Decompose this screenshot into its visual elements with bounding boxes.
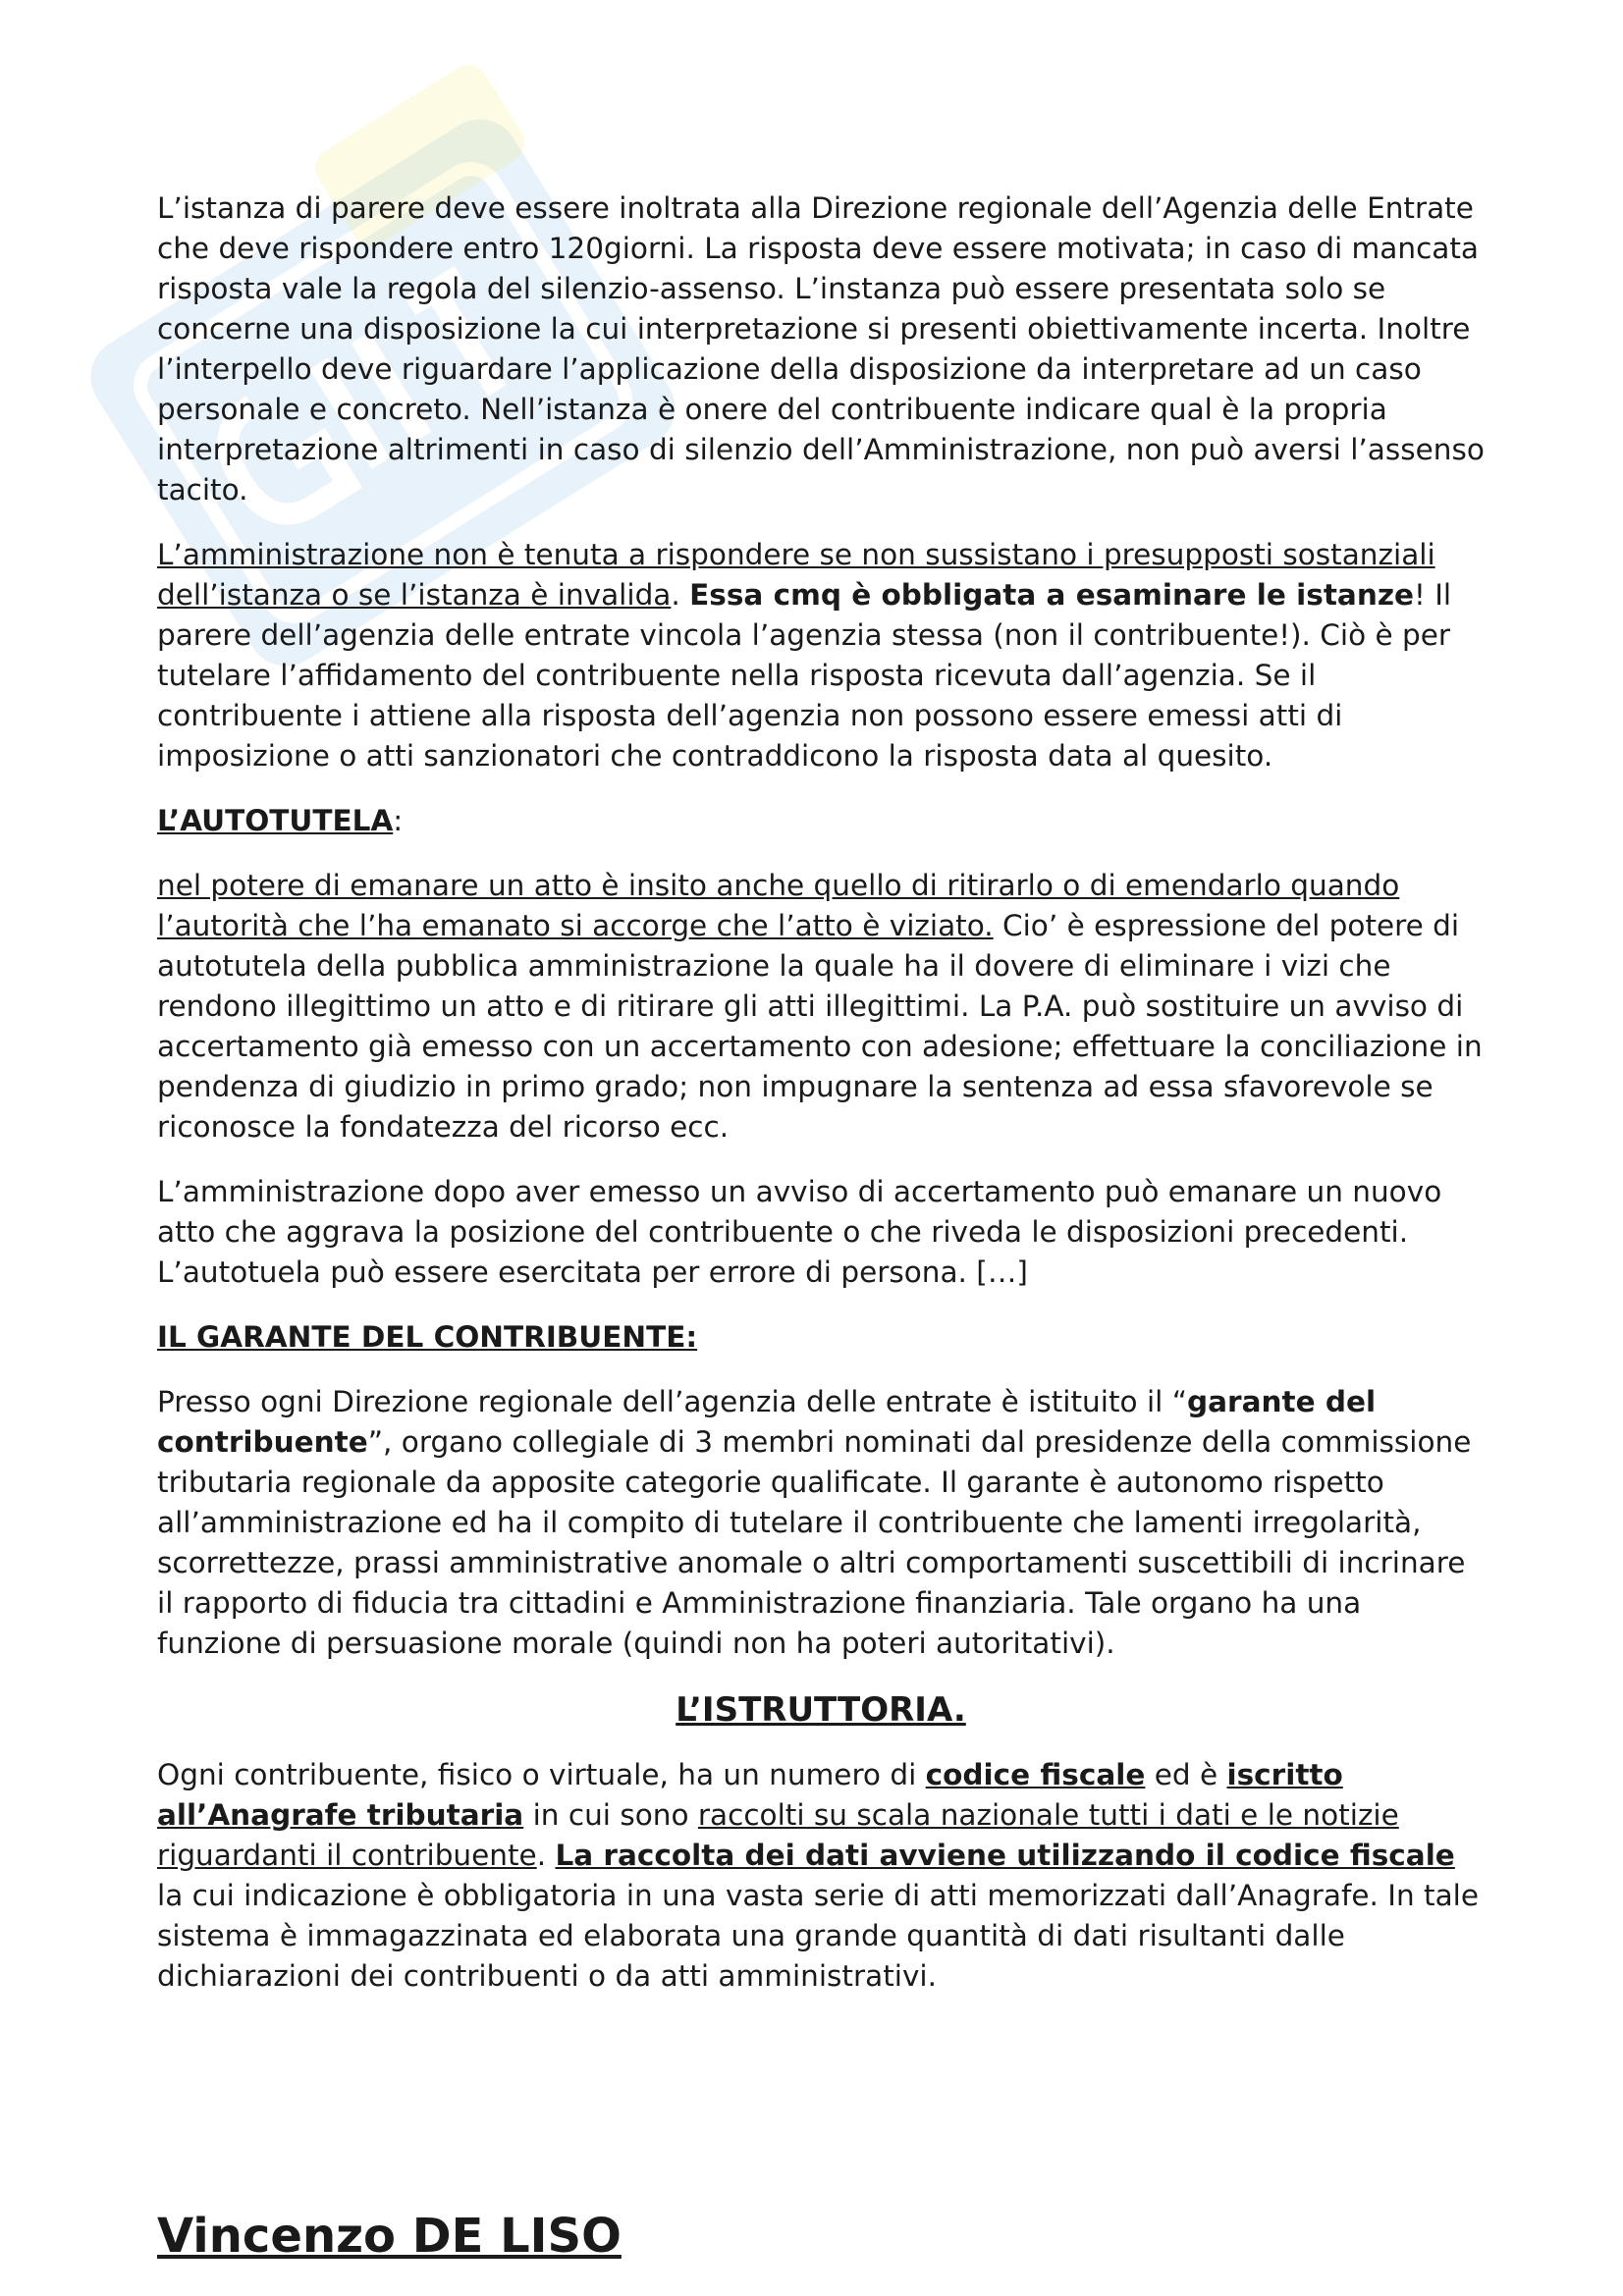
paragraph-garante (157, 1382, 1485, 1664)
body-text: ”, organo collegiale di 3 membri nominati dal presidenze della commissione tributaria regionale da apposite categorie qualificate. Il garante è autonomo rispetto all’amministrazione ed ha il compito di tutelare il contribuente che lamenti irregolarità, scorrettezze, prassi amministrative anomale o altri comportamenti suscettibili di incrinare il rapporto di fiducia tra cittadini e Amministrazione finanziaria. Tale organo ha una funzione di persuasione morale (quindi non ha poteri autoritativi). (157, 1425, 1472, 1660)
bold-underlined-text: codice fiscale (925, 1758, 1146, 1791)
paragraph-obbligo-risposta (157, 535, 1485, 776)
paragraph-autotutela (157, 866, 1485, 1148)
author-signature: Vincenzo DE LISO (157, 2209, 622, 2264)
body-text: in cui sono (523, 1798, 698, 1832)
heading-autotutela-line (157, 801, 1485, 841)
bold-underlined-text: iscritto all’Anagrafe tributaria (157, 1758, 1343, 1832)
body-text: la cui indicazione è obbligatoria in una vasta serie di atti memorizzati dall’Anagrafe. In tale sistema è immagazzinata ed elaborata una grande quantità di dati risultanti dalle dichiarazioni dei contribuenti o da atti amministrativi. (157, 1879, 1480, 1993)
body-text: Presso ogni Direzione regionale dell’agenzia delle entrate è istituito il “ (157, 1385, 1187, 1418)
bold-text: Essa cmq è obbligata a esaminare le istanze (689, 578, 1415, 612)
separator-text: . (671, 578, 690, 612)
heading-garante: IL GARANTE DEL CONTRIBUENTE: (157, 1320, 698, 1354)
underlined-text: nel potere di emanare un atto è insito anche quello di ritirarlo o di emendarlo quando l’autorità che l’ha emanato si accorge che l’atto è viziato. (157, 869, 1400, 942)
body-text: Cio’ è espressione del potere di autotutela della pubblica amministrazione la quale ha il dovere di eliminare i vizi che rendono illegittimo un atto e di ritirare gli atti illegittimi. La P.A. può sostituire un avviso di accertamento già emesso con un accertamento con adesione; effettuare la conciliazione in pendenza di giudizio in primo grado; non impugnare la sentenza ad essa sfavorevole se riconosce la fondatezza del ricorso ecc. (157, 909, 1483, 1144)
paragraph-nuovo-atto: L’amministrazione dopo aver emesso un avviso di accertamento può emanare un nuovo atto che aggrava la posizione del contribuente o che riveda le disposizioni precedenti. L’autotuela può essere esercitata per errore di persona. […] (157, 1175, 1442, 1289)
paragraph-istruttoria (157, 1755, 1485, 1997)
underlined-text: raccolti su scala nazionale tutti i dati e le notizie riguardanti il contribuente (157, 1798, 1399, 1872)
heading-colon: : (393, 804, 404, 837)
heading-istruttoria: L’ISTRUTTORIA. (676, 1690, 966, 1730)
body-text: ed è (1145, 1758, 1227, 1791)
body-text: Ogni contribuente, fisico o virtuale, ha un numero di (157, 1758, 926, 1791)
underlined-text: L’amministrazione non è tenuta a rispondere se non sussistano i presupposti sostanziali dell’istanza o se l’istanza è invalida (157, 538, 1435, 612)
bold-underlined-text: La raccolta dei dati avviene utilizzando il codice fiscale (555, 1839, 1455, 1872)
body-text: . (536, 1839, 556, 1872)
document-body (157, 188, 1485, 2021)
body-text: ! Il parere dell’agenzia delle entrate vincola l’agenzia stessa (non il contribuente!). Ciò è per tutelare l’affidamento del contribuente nella risposta ricevuta dall’agenzia. Se il contribuente i attiene alla risposta dell’agenzia non possono essere emessi atti di imposizione o atti sanzionatori che contraddicono la risposta data al quesito. (157, 578, 1452, 773)
bold-text: garante del contribuente (157, 1385, 1377, 1459)
paragraph-interpello: L’istanza di parere deve essere inoltrata alla Direzione regionale dell’Agenzia delle Entrate che deve rispondere entro 120giorni. La risposta deve essere motivata; in caso di mancata risposta vale la regola del silenzio-assenso. L’instanza può essere presentata solo se concerne una disposizione la cui interpretazione si presenti obiettivamente incerta. Inoltre l’interpello deve riguardare l’applicazione della disposizione da interpretare ad un caso personale e concreto. Nell’istanza è onere del contribuente indicare qual è la propria interpretazione altrimenti in caso di silenzio dell’Amministrazione, non può aversi l’assenso tacito. (157, 191, 1485, 507)
heading-autotutela: L’AUTOTUTELA (157, 804, 394, 837)
